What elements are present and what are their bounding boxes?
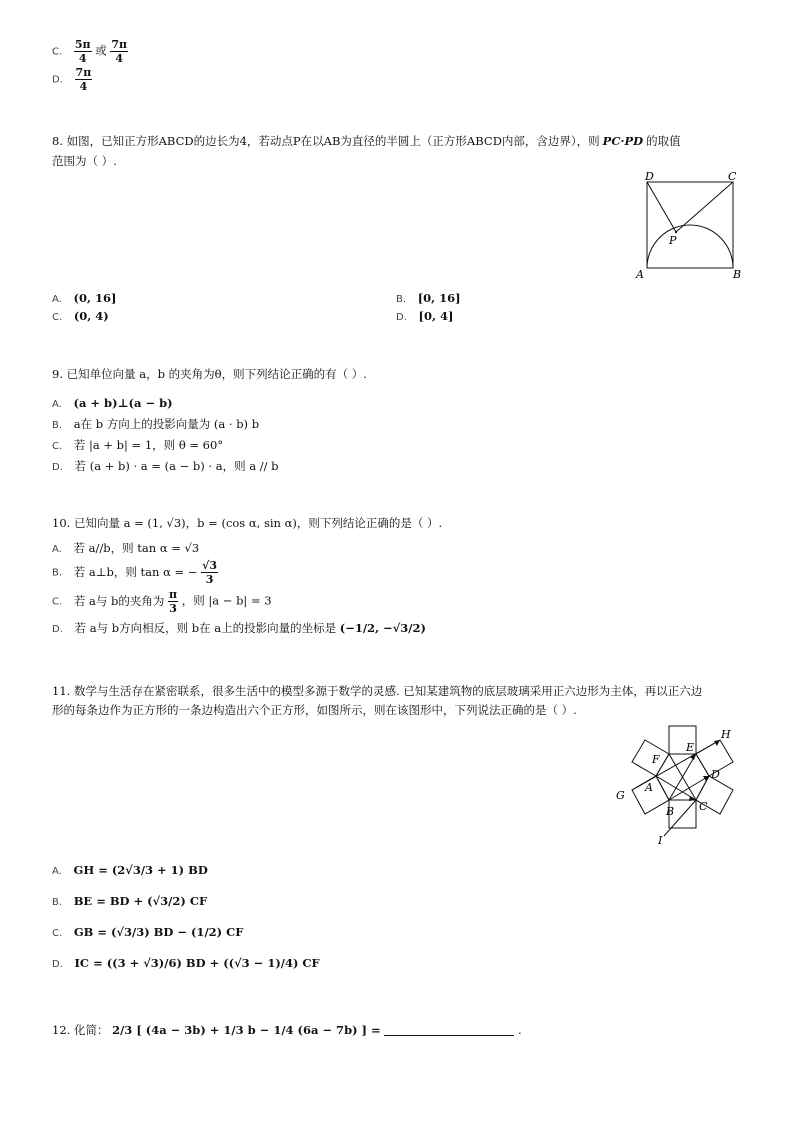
option-text: GH = (2√3/3 + 1) BD	[73, 863, 208, 877]
option-label: A.	[52, 294, 62, 305]
option-tail: (−1/2, −√3/2)	[339, 621, 426, 635]
option-label: C.	[52, 596, 63, 608]
label-C: C	[699, 800, 708, 813]
fraction: $\frac{5\pi}{4}$	[74, 38, 91, 65]
label-D: D	[711, 768, 720, 781]
label-C: C	[728, 170, 737, 183]
fraction: $\frac{\pi}{3}$	[169, 588, 178, 615]
option-label: B.	[52, 420, 63, 431]
option-text: IC = ((3 + √3)/6) BD + ((√3 − 1)/4) CF	[74, 956, 320, 970]
label-A: A	[645, 781, 653, 794]
fraction: $\frac{7\pi}{4}$	[111, 38, 128, 65]
label-P: P	[669, 234, 677, 247]
q11-stem-line2: 形的每条边作为正方形的一条边构造出六个正方形，如图所示，则在该图形中，下列说法正确的是（ ）.	[52, 703, 577, 717]
fraction: $\frac{√3}{3}$	[202, 559, 217, 586]
q8-stem-line2: 范围为（ ）.	[52, 154, 117, 168]
option-label: A.	[52, 866, 62, 877]
option-label: C.	[52, 441, 63, 452]
option-label: D.	[52, 959, 63, 970]
q9-stem: 9. 已知单位向量 a，b 的夹角为θ，则下列结论正确的有（ ）.	[52, 367, 367, 381]
option-text: 若 a与 b方向相反，则 b在 a上的投影向量的坐标是	[74, 621, 337, 635]
q8-stem-line1: 8. 如图，已知正方形ABCD的边长为4，若动点P在以AB为直径的半圆上（正方形ABCD内部，含边界），则 PC·PD 的取值	[52, 134, 681, 148]
option-label: C.	[52, 928, 63, 939]
option-text: 若 a⊥b，则 tan α = −	[73, 564, 198, 579]
label-G: G	[616, 789, 625, 802]
option-label: B.	[52, 567, 63, 579]
q10-stem: 10. 已知向量 a = (1, √3)，b = (cos α, sin α)，则下列结论正确的是（ ）.	[52, 516, 443, 530]
option-text: (0, 4)	[73, 309, 109, 323]
option-text: a在 b 方向上的投影向量为 (a · b) b	[73, 417, 260, 431]
q8-square-figure	[632, 170, 748, 282]
option-text: 若 a//b，则 tan α = √3	[73, 541, 200, 555]
option-text: BE = BD + (√3/2) CF	[73, 894, 208, 908]
q11-option-a	[52, 862, 208, 880]
q9-option-a	[52, 395, 173, 413]
q12-expression: 2/3 [ (4a − 3b) + 1/3 b − 1/4 (6a − 7b) ] =	[112, 1023, 381, 1037]
option-tail: ，则 |a − b| = 3	[181, 593, 272, 608]
option-label: D.	[52, 462, 63, 473]
option-text: 若 |a + b| = 1，则 θ = 60°	[73, 438, 224, 452]
option-text: GB = (√3/3) BD − (1/2) CF	[73, 925, 244, 939]
q10-option-b	[52, 559, 218, 586]
label-B: B	[666, 805, 675, 818]
label-A: A	[636, 268, 644, 281]
label-E: E	[686, 741, 695, 754]
label-I: I	[658, 834, 663, 846]
option-text: [0, 16]	[417, 291, 461, 305]
q11-option-c	[52, 924, 243, 942]
q11-hexagon-figure	[608, 718, 748, 846]
q12-stem: 12. 化简：	[52, 1023, 109, 1037]
label-F: F	[652, 753, 660, 766]
q10-option-a	[52, 540, 199, 558]
label-B: B	[733, 268, 742, 281]
option-label: D.	[52, 624, 63, 635]
option-text: [0, 4]	[418, 309, 454, 323]
option-label: C.	[52, 312, 63, 323]
option-label: C.	[52, 46, 63, 58]
q8-option-b	[396, 290, 461, 308]
option-label: B.	[52, 897, 63, 908]
option-label: D.	[396, 312, 407, 323]
q11-option-b	[52, 893, 207, 911]
label-H: H	[721, 728, 731, 741]
q10-option-c	[52, 588, 272, 615]
q9-option-d	[52, 458, 279, 476]
q7-option-c	[52, 38, 128, 65]
q12-line	[52, 1022, 522, 1038]
q8-option-c	[52, 308, 109, 326]
q12-tail: .	[517, 1023, 522, 1037]
q9-option-c	[52, 437, 223, 455]
option-label: A.	[52, 544, 62, 555]
option-text: (a + b)⊥(a − b)	[73, 396, 173, 410]
option-text: 若 (a + b) · a = (a − b) · a，则 a // b	[74, 459, 279, 473]
q8-option-d	[396, 308, 453, 326]
option-label: B.	[396, 294, 407, 305]
q10-option-d	[52, 620, 426, 638]
fraction: $\frac{7\pi}{4}$	[75, 66, 92, 93]
option-text: 若 a与 b的夹角为	[73, 593, 165, 608]
q7-option-d	[52, 66, 92, 93]
label-D: D	[645, 170, 654, 183]
q11-option-d	[52, 955, 320, 973]
option-label: D.	[52, 74, 63, 86]
option-label: A.	[52, 399, 62, 410]
or-text: 或	[95, 43, 107, 58]
option-text: (0, 16]	[73, 291, 117, 305]
q11-stem-line1: 11. 数学与生活存在紧密联系，很多生活中的模型多源于数学的灵感. 已知某建筑物的底层玻璃采用正六边形为主体，再以正六边	[52, 684, 703, 698]
q8-option-a	[52, 290, 116, 308]
q9-option-b	[52, 416, 259, 434]
answer-blank[interactable]	[384, 1035, 514, 1036]
